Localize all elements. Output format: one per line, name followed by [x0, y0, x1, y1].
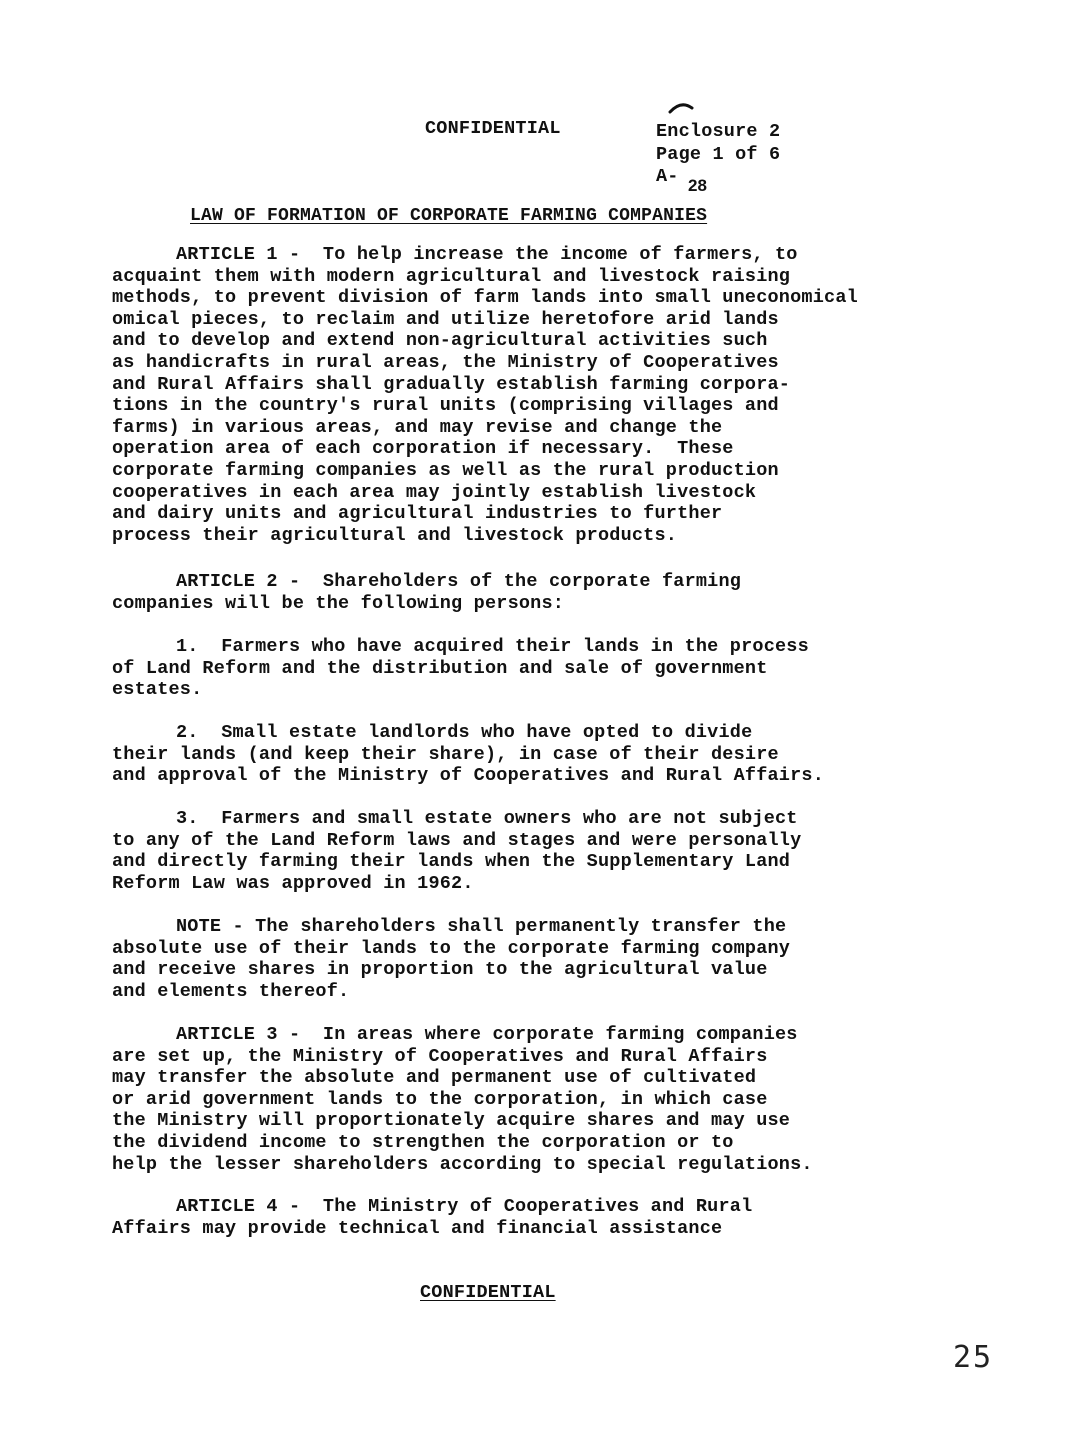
text-line: tions in the country's rural units (comprising villages and [112, 395, 779, 417]
text-line: ARTICLE 1 - To help increase the income of farmers, to [176, 244, 798, 265]
reference-prefix: A- [656, 166, 679, 187]
article-3 [112, 1024, 912, 1175]
text-line: NOTE - The shareholders shall permanently transfer the [176, 916, 787, 937]
text-line: and dairy units and agricultural industries to further [112, 503, 723, 525]
text-line: their lands (and keep their share), in case of their desire [112, 743, 779, 765]
text-line: Reform Law was approved in 1962. [112, 872, 474, 894]
text-line: 1. Farmers who have acquired their lands in the process [176, 636, 809, 657]
text-line: and approval of the Ministry of Cooperatives and Rural Affairs. [112, 765, 825, 787]
text-line: 3. Farmers and small estate owners who are not subject [176, 808, 798, 829]
text-line: help the lesser shareholders according to special regulations. [112, 1153, 813, 1175]
text-line: farms) in various areas, and may revise and change the [112, 416, 723, 438]
article-4 [112, 1196, 912, 1239]
article-2 [112, 571, 912, 614]
handwritten-mark [668, 100, 694, 114]
text-line: acquaint them with modern agricultural and livestock raising [112, 265, 791, 287]
text-line: Affairs may provide technical and financial assistance [112, 1217, 723, 1239]
article-1 [112, 244, 912, 546]
text-line: 2. Small estate landlords who have opted to divide [176, 722, 753, 743]
text-line: are set up, the Ministry of Cooperatives and Rural Affairs [112, 1045, 768, 1067]
text-line: estates. [112, 679, 203, 701]
text-line: and receive shares in proportion to the agricultural value [112, 959, 768, 981]
footer-classification: CONFIDENTIAL [420, 1282, 556, 1303]
page-number: 25 [953, 1340, 994, 1375]
text-line: as handicrafts in rural areas, the Ministry of Cooperatives [112, 351, 779, 373]
shareholder-item-1 [112, 636, 912, 701]
text-line: ARTICLE 4 - The Ministry of Cooperatives and Rural [176, 1196, 753, 1217]
enclosure-label: Enclosure 2 [656, 121, 781, 142]
text-line: ARTICLE 2 - Shareholders of the corporate farming [176, 571, 742, 592]
text-line: absolute use of their lands to the corporate farming company [112, 937, 791, 959]
note-paragraph [112, 916, 912, 1002]
text-line: the Ministry will proportionately acquire shares and may use [112, 1110, 791, 1132]
text-line: process their agricultural and livestock products. [112, 524, 678, 546]
text-line: and to develop and extend non-agricultural activities such [112, 330, 768, 352]
text-line: omical pieces, to reclaim and utilize heretofore arid lands [112, 308, 779, 330]
text-line: companies will be the following persons: [112, 592, 565, 614]
text-line: of Land Reform and the distribution and sale of government [112, 657, 768, 679]
text-line: and elements thereof. [112, 980, 350, 1002]
text-line: operation area of each corporation if necessary. These [112, 438, 734, 460]
text-line: cooperatives in each area may jointly establish livestock [112, 481, 757, 503]
header-classification: CONFIDENTIAL [425, 118, 561, 139]
page-indicator: Page 1 of 6 [656, 144, 781, 165]
text-line: ARTICLE 3 - In areas where corporate farming companies [176, 1024, 798, 1045]
reference-number: 28 [688, 176, 707, 195]
shareholder-item-2 [112, 722, 912, 787]
text-line: and directly farming their lands when the Supplementary Land [112, 851, 791, 873]
text-line: corporate farming companies as well as the rural production [112, 459, 779, 481]
shareholder-item-3 [112, 808, 912, 894]
document-title: LAW OF FORMATION OF CORPORATE FARMING COMPANIES [190, 206, 708, 226]
text-line: methods, to prevent division of farm lands into small uneconomical [112, 287, 858, 309]
text-line: the dividend income to strengthen the corporation or to [112, 1131, 734, 1153]
text-line: and Rural Affairs shall gradually establish farming corpora- [112, 373, 791, 395]
text-line: to any of the Land Reform laws and stages and were personally [112, 829, 802, 851]
text-line: may transfer the absolute and permanent use of cultivated [112, 1067, 757, 1089]
text-line: or arid government lands to the corporation, in which case [112, 1088, 768, 1110]
